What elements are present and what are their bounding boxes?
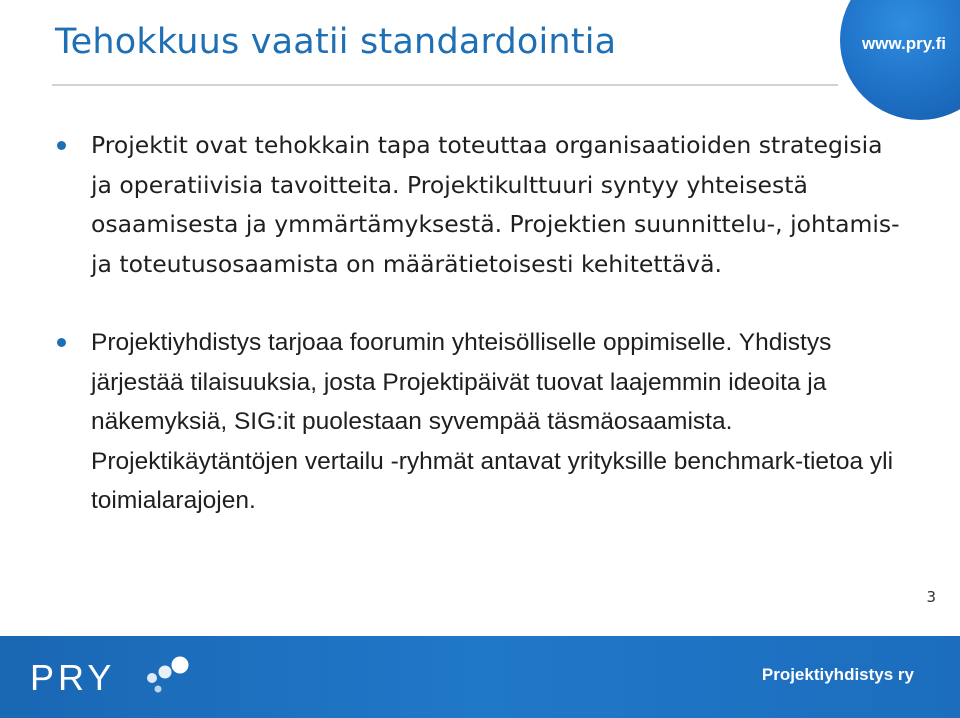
bullet-list — [55, 126, 905, 521]
slide-title: Tehokkuus vaatii standardointia — [55, 22, 617, 62]
bullet-item — [55, 323, 905, 521]
bullet-dot-icon — [57, 338, 66, 347]
bullet-text: Projektiyhdistys tarjoaa foorumin yhteisölliselle oppimiselle. Yhdistys järjestää tilaisuuksia, josta Projektipäivät tuovat laajemmin ideoita ja näkemyksiä, SIG:it puolestaan syvempää täsmäosaamista. Projektikäytäntöjen vertailu -ryhmät antavat yrityksille benchmark-tietoa yli toimialarajojen. — [91, 329, 894, 514]
pry-logo-icon — [30, 652, 190, 702]
bullet-item — [55, 126, 905, 284]
organization-name: Projektiyhdistys ry — [761, 665, 914, 684]
bullet-dot-icon — [57, 141, 66, 150]
logo-text: PRY — [30, 657, 116, 698]
website-url[interactable]: www.pry.fi — [861, 34, 946, 53]
bullet-text: Projektit ovat tehokkain tapa toteuttaa organisaatioiden strategisia ja operatiivisia tavoitteita. Projektikulttuuri syntyy yhteisestä osaamisesta ja ymmärtämyksestä. Projektien suunnittelu-, johtamis- ja toteutusosaamista on määrätietoisesti kehitettävä. — [91, 131, 900, 278]
title-divider — [52, 84, 838, 86]
page-number: 3 — [926, 588, 936, 606]
corner-badge — [840, 0, 960, 120]
